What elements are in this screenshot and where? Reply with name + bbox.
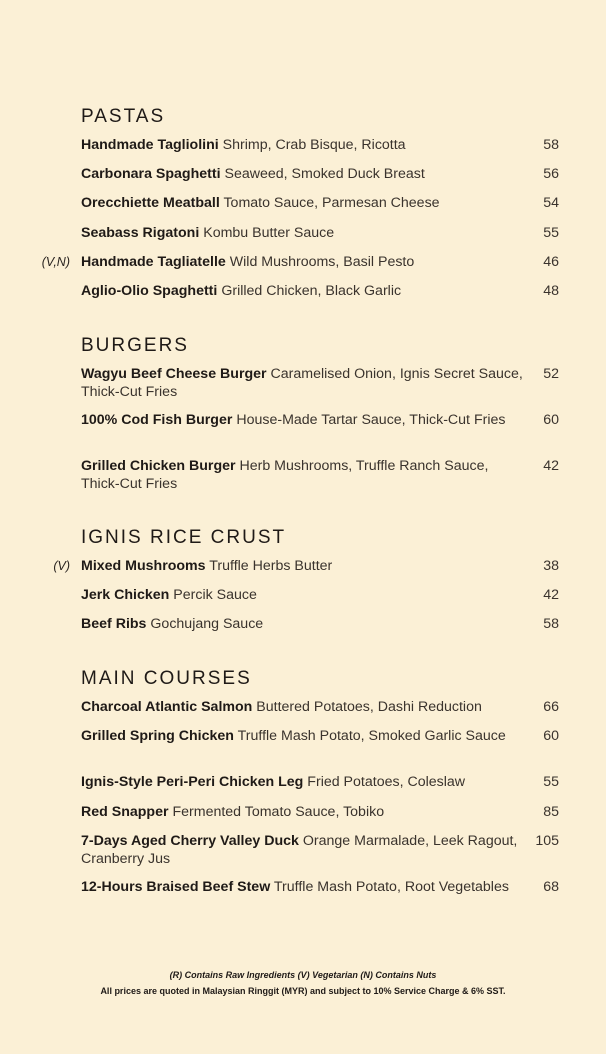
item-name: Orecchiette Meatball (81, 195, 220, 211)
item-name: Wagyu Beef Cheese Burger (81, 366, 267, 382)
item-price: 68 (543, 879, 559, 895)
item-text (81, 283, 526, 301)
item-price: 38 (543, 558, 559, 574)
item-name: Carbonara Spaghetti (81, 166, 221, 182)
item-description: Wild Mushrooms, Basil Pesto (229, 254, 415, 270)
item-description: Truffle Mash Potato, Root Vegetables (273, 879, 509, 895)
item-description: Fermented Tomato Sauce, Tobiko (172, 804, 385, 820)
item-price: 52 (543, 366, 559, 382)
dietary-tag: (V) (53, 559, 70, 573)
item-text (81, 587, 526, 605)
item-text (81, 225, 526, 243)
item-description: Orange Marmalade, Leek Ragout, Cranberry Jus (81, 833, 518, 867)
item-text (81, 166, 526, 184)
item-description: Gochujang Sauce (150, 616, 264, 632)
item-name: Jerk Chicken (81, 587, 170, 603)
item-text (81, 879, 526, 897)
item-price: 56 (543, 166, 559, 182)
item-price: 58 (543, 616, 559, 632)
item-description: Buttered Potatoes, Dashi Reduction (256, 699, 482, 715)
item-description: Percik Sauce (173, 587, 257, 603)
item-description: Tomato Sauce, Parmesan Cheese (223, 195, 440, 211)
item-description: Truffle Mash Potato, Smoked Garlic Sauce (237, 728, 506, 744)
item-text (81, 458, 526, 493)
section-title: IGNIS RICE CRUST (81, 527, 287, 548)
item-price: 60 (543, 412, 559, 428)
item-description: Grilled Chicken, Black Garlic (221, 283, 402, 299)
item-price: 54 (543, 195, 559, 211)
item-price: 58 (543, 137, 559, 153)
item-name: Mixed Mushrooms (81, 558, 206, 574)
item-price: 42 (543, 587, 559, 603)
item-name: 7-Days Aged Cherry Valley Duck (81, 833, 299, 849)
item-price: 42 (543, 458, 559, 474)
item-description: Kombu Butter Sauce (203, 225, 335, 241)
item-description: House-Made Tartar Sauce, Thick-Cut Fries (236, 412, 506, 428)
item-name: Handmade Tagliatelle (81, 254, 226, 270)
item-text (81, 616, 526, 634)
item-name: Aglio-Olio Spaghetti (81, 283, 218, 299)
item-name: Grilled Spring Chicken (81, 728, 234, 744)
item-price: 55 (543, 774, 559, 790)
item-price: 105 (535, 833, 559, 849)
item-text (81, 558, 526, 576)
item-text (81, 728, 526, 746)
item-text (81, 366, 526, 401)
item-name: Seabass Rigatoni (81, 225, 200, 241)
item-text (81, 699, 526, 717)
item-name: Grilled Chicken Burger (81, 458, 236, 474)
item-description: Truffle Herbs Butter (209, 558, 333, 574)
item-name: Charcoal Atlantic Salmon (81, 699, 253, 715)
item-description: Fried Potatoes, Coleslaw (307, 774, 466, 790)
item-text (81, 804, 526, 822)
item-name: Beef Ribs (81, 616, 147, 632)
item-description: Seaweed, Smoked Duck Breast (224, 166, 425, 182)
item-name: 100% Cod Fish Burger (81, 412, 233, 428)
item-name: Red Snapper (81, 804, 169, 820)
item-description: Caramelised Onion, Ignis Secret Sauce, Thick-Cut Fries (81, 366, 523, 400)
dietary-legend: (R) Contains Raw Ingredients (V) Vegetarian (N) Contains Nuts (169, 970, 437, 980)
item-description: Herb Mushrooms, Truffle Ranch Sauce, Thick-Cut Fries (81, 458, 489, 492)
item-description: Shrimp, Crab Bisque, Ricotta (222, 137, 406, 153)
item-text (81, 774, 526, 792)
item-price: 55 (543, 225, 559, 241)
item-price: 46 (543, 254, 559, 270)
item-text (81, 254, 526, 272)
item-name: Ignis-Style Peri-Peri Chicken Leg (81, 774, 304, 790)
item-text (81, 195, 526, 213)
section-title: MAIN COURSES (81, 668, 252, 689)
item-name: Handmade Tagliolini (81, 137, 219, 153)
section-title: PASTAS (81, 106, 166, 127)
item-text (81, 137, 526, 155)
item-price: 66 (543, 699, 559, 715)
item-name: 12-Hours Braised Beef Stew (81, 879, 271, 895)
pricing-note: All prices are quoted in Malaysian Ringgit (MYR) and subject to 10% Service Charge & 6% SST. (100, 986, 506, 996)
item-price: 85 (543, 804, 559, 820)
item-price: 48 (543, 283, 559, 299)
item-text (81, 833, 526, 868)
section-title: BURGERS (81, 335, 189, 356)
item-price: 60 (543, 728, 559, 744)
dietary-tag: (V,N) (41, 255, 70, 269)
item-text (81, 412, 526, 430)
